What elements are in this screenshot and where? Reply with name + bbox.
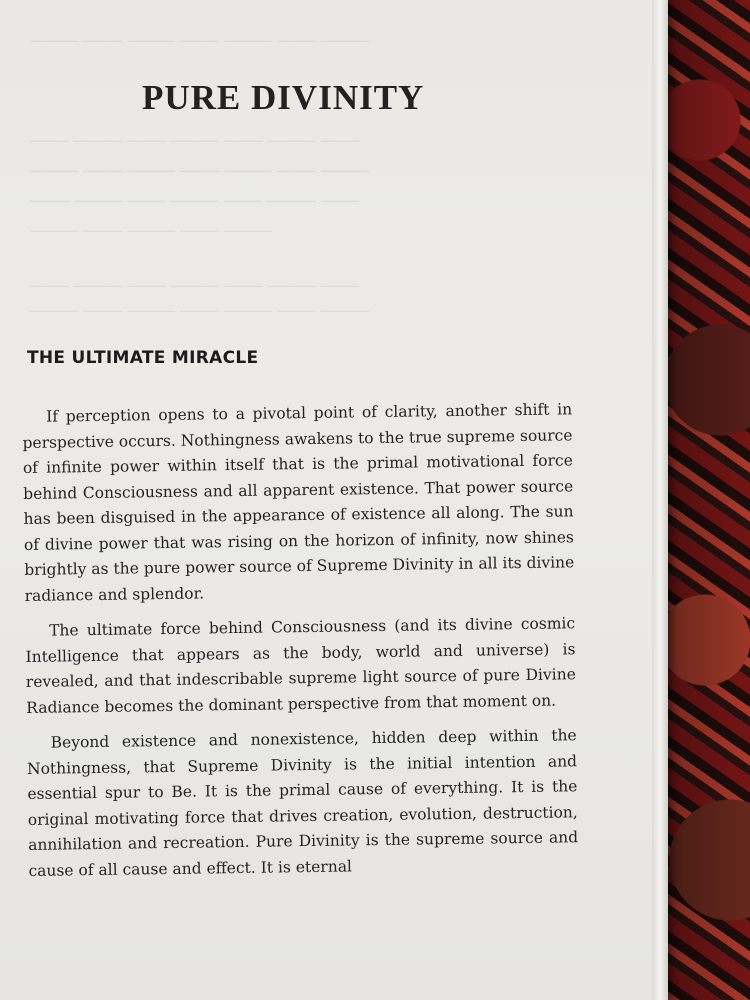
page-edge (652, 0, 668, 1000)
bleed-through-line: ───── ──── ───── ──── ───── ──── ───── (30, 302, 369, 321)
paragraph-2: The ultimate force behind Consciousness (and its divine cosmic Intelligence that appears as the body, world and universe) is revealed, and that indescribable supreme light source of pure Divine Radiance becomes the dominant perspective from that moment on. (25, 614, 576, 717)
bleed-through-line: ───── ──── ───── ──── ───── (30, 222, 272, 241)
bleed-through-line: ───── ──── ───── ──── ───── ──── ───── (30, 32, 369, 51)
bleed-through-line: ──── ───── ──── ───── ──── ───── ──── (30, 192, 360, 211)
paragraph-1: If perception opens to a pivotal point of clarity, another shift in perspective occurs. Nothingness awakens to the true supreme source of infinite power within itself that is the primal motivational force behind Consciousness and all apparent existence. That power source has been disguised in the appearance of existence all along. The sun of divine power that was rising on the horizon of infinity, now shines brightly as the pure power source of Supreme Divinity in all its divine radiance and splendor. (22, 400, 575, 605)
bleed-through-line: ───── ──── ───── ──── ───── ──── ───── (30, 162, 369, 181)
chapter-title: PURE DIVINITY (142, 78, 425, 117)
section-heading: THE ULTIMATE MIRACLE (27, 348, 259, 368)
carpet-background (660, 0, 750, 1000)
paragraph-3: Beyond existence and nonexistence, hidden deep within the Nothingness, that Supreme Divinity is the initial intention and essential spur to Be. It is the primal cause of everything. It is the original motivating force that drives creation, evolution, destruction, annihilation and recreation. Pure Divinity is the supreme source and cause of all cause and effect. It is eternal (26, 726, 579, 880)
bleed-through-line: ──── ───── ──── ───── ──── ───── ──── (30, 132, 360, 151)
body-text (22, 397, 579, 894)
bleed-through-line: ──── ───── ──── ───── ──── ───── ──── (30, 277, 360, 296)
